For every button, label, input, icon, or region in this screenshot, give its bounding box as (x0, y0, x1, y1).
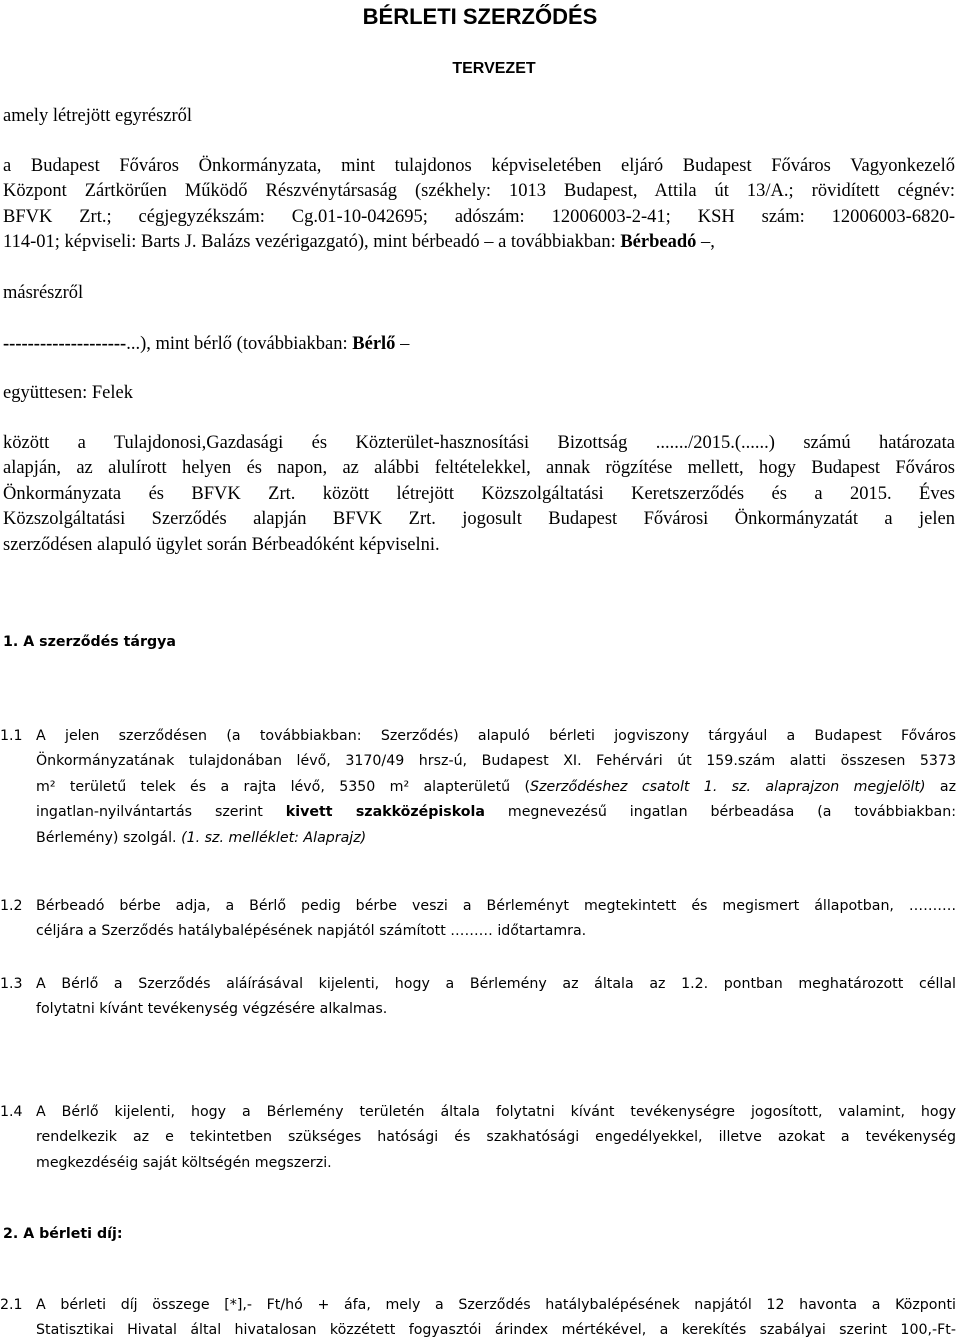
basis-line: Közszolgáltatási Szerződés alapján BFVK Zrt. jogosult Budapest Fővárosi Önkormányzatát a jelen (3, 509, 955, 530)
section-1-heading: 1. A szerződés tárgya (3, 634, 176, 650)
party1-line: BFVK Zrt.; cégjegyzékszám: Cg.01-10-042695; adószám: 12006003-2-41; KSH szám: 12006003-6820- (3, 206, 955, 227)
property-type: kivett szakközépiskola (285, 804, 485, 821)
egyuttesen-line (3, 381, 133, 406)
clause-number: 1.1 (0, 728, 23, 744)
clause-line: céljára a Szerződés hatálybalépésének napjától számított ……… időtartamra. (36, 923, 587, 940)
clause-line: A Bérlő kijelenti, hogy a Bérlemény területén általa folytatni kívánt tevékenységre jogosított, valamint, hogy (36, 1104, 956, 1120)
clause-body (36, 894, 956, 945)
clause-line (36, 775, 956, 800)
clause-line: A jelen szerződésen (a továbbiakban: Szerződés) alapuló bérleti jogviszony tárgyául a Budapest Főváros (36, 728, 956, 744)
lessee-term: Bérlő (352, 334, 396, 354)
clause-number: 2.1 (0, 1297, 23, 1313)
clause-1-2 (0, 894, 956, 945)
clause-1-4 (0, 1100, 956, 1176)
party2-tail: – (395, 334, 410, 354)
basis-paragraph (3, 431, 955, 558)
masreszrol-text: másrészről (3, 283, 84, 303)
document-title: BÉRLETI SZERZŐDÉS (362, 4, 598, 29)
party2-text (3, 332, 409, 357)
party1-paragraph (3, 154, 955, 256)
lessor-term: Bérbeadó (620, 232, 697, 253)
party1-line: Központ Zártkörűen Működő Részvénytársaság (székhely: 1013 Budapest, Attila út 13/A.; rövidített cégnév: (3, 181, 955, 202)
document-subtitle: TERVEZET (452, 60, 536, 77)
clause-2-1 (0, 1293, 956, 1344)
clause-number: 1.4 (0, 1104, 23, 1120)
clause-number: 1.3 (0, 976, 23, 992)
basis-line: alapján, az alulírott helyen és napon, az alábbi feltételekkel, annak rögzítése mellett, hogy Budapest Főváros (3, 458, 955, 479)
party1-line: a Budapest Főváros Önkormányzata, mint tulajdonos képviseletében eljáró Budapest Főváros Vagyonkezelő (3, 156, 955, 176)
basis-line: között a Tulajdonosi,Gazdasági és Közterület-hasznosítási Bizottság ......./2015.(......) számú határozata (3, 433, 955, 453)
egyuttesen-text: együttesen: Felek (3, 383, 133, 403)
clause-body (36, 724, 956, 851)
party1-last-tail: –, (696, 232, 715, 253)
clause-line (36, 826, 956, 851)
clause-number: 1.2 (0, 898, 23, 914)
party2-placeholder: -------------------- (3, 334, 127, 354)
party2-desc: ...), mint bérlő (továbbiakban: (126, 334, 353, 354)
intro-opening-text: amely létrejött egyrészről (3, 106, 193, 126)
clause-1-1 (0, 724, 956, 851)
clause-body (36, 1293, 956, 1344)
clause-1-3 (0, 972, 956, 1023)
clause-line: Statisztikai Hivatal által hivatalosan közzétett fogyasztói árindex mértékével, a kerekítés szabályai szerint 100,-Ft- (36, 1322, 956, 1339)
party1-last-line (3, 230, 955, 255)
clause-line: Bérbeadó bérbe adja, a Bérlő pedig bérbe veszi a Bérleményt megtekintett és megismert állapotban, ………. (36, 898, 956, 914)
clause-body (36, 1100, 956, 1176)
clause-text: ingatlan-nyilvántartás szerint (36, 804, 286, 821)
clause-text (751, 779, 765, 795)
basis-last-line: szerződésen alapuló ügylet során Bérbeadóként képviselni. (3, 534, 440, 555)
annex-reference: (1. sz. melléklet: Alaprajz) (181, 829, 367, 846)
basis-line: Önkormányzata és BFVK Zrt. között létrejött Közszolgáltatási Keretszerződés és a 2015. Éves (3, 483, 955, 504)
clause-line: A bérleti díj összege [*],- Ft/hó + áfa, mely a Szerződés hatálybalépésének napjától 12 havonta a Központi (36, 1297, 956, 1313)
clause-text: Bérlemény) szolgál. (36, 829, 182, 846)
party1-last-text: 114-01; képviseli: Barts J. Balázs vezérigazgató), mint bérbeadó – a továbbiakban: (3, 232, 621, 253)
intro-opening (3, 104, 955, 129)
clause-text: m² területű telek és a rajta lévő, 5350 m² alapterületű ( (36, 778, 531, 795)
clause-body (36, 972, 956, 1023)
party2-line (3, 332, 409, 357)
clause-text: az (925, 778, 957, 795)
clause-line: A Bérlő a Szerződés aláírásával kijelenti, hogy a Bérlemény az általa az 1.2. pontban meghatározott céllal (36, 976, 956, 992)
clause-italic: Szerződéshez csatolt 1. sz. (530, 778, 752, 795)
clause-line: folytatni kívánt tevékenység végzésére alkalmas. (36, 1001, 388, 1018)
clause-line: megkezdéséig saját költségén megszerzi. (36, 1154, 332, 1171)
section-2-heading: 2. A bérleti díj: (3, 1226, 123, 1242)
clause-italic: alaprajzon megjelölt) (765, 778, 926, 795)
clause-line (36, 800, 956, 825)
clause-text: megnevezésű ingatlan bérbeadása (a továbbiakban: (484, 804, 957, 821)
clause-line: rendelkezik az e tekintetben szükséges hatósági és szakhatósági engedélyekkel, illetve azokat a tevékenység (36, 1129, 956, 1146)
masreszrol-line (3, 281, 83, 306)
clause-line: Önkormányzatának tulajdonában lévő, 3170/49 hrsz-ú, Budapest XI. Fehérvári út 159.szám alatti összesen 5373 (36, 753, 956, 770)
